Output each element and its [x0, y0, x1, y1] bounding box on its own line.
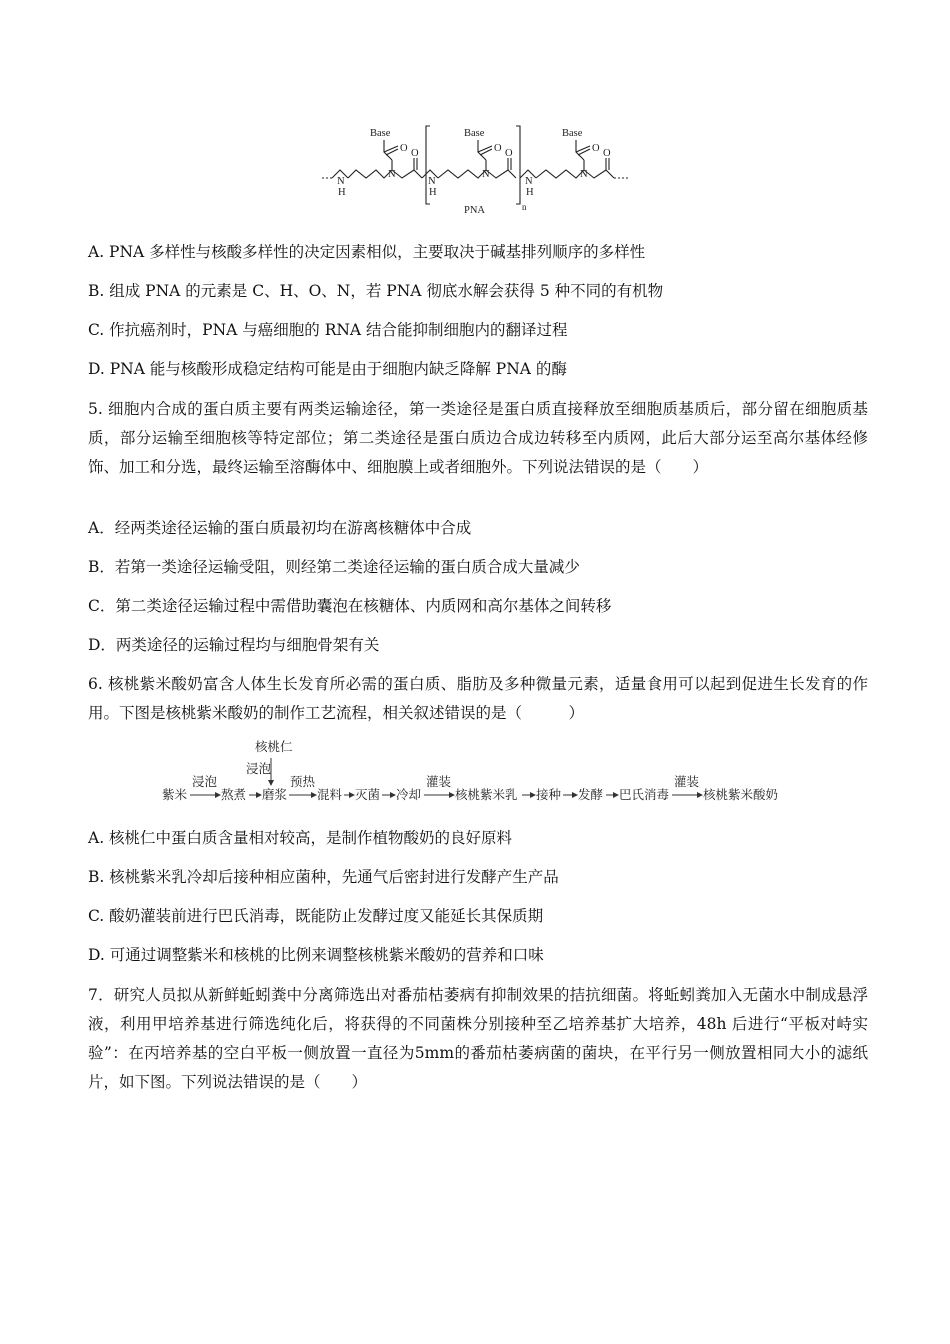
- q5-option-c: C．第二类途径运输过程中需借助囊泡在核糖体、内质网和高尔基体之间转移: [88, 597, 612, 615]
- q7-stem: 7．研究人员拟从新鲜蚯蚓粪中分离筛选出对番茄枯萎病有抑制效果的拮抗细菌。将蚯蚓粪加入无菌水中制成悬浮液，利用甲培养基进行筛选纯化后，将获得的不同菌株分别接种至乙培养基扩大培养，48h 后进行“平板对峙实验”：在丙培养基的空白平板一侧放置一直径为5mm的番茄枯萎病菌的菌块，在平行另一侧放置相同大小的滤纸片，如下图。下列说法错误的是（ ）: [88, 986, 868, 1091]
- base-label-2: Base: [464, 128, 485, 139]
- atom-o-1: O: [400, 143, 408, 154]
- atom-h-5: H: [526, 187, 534, 198]
- atom-o-5: O: [505, 148, 513, 159]
- flow-label-soak: 浸泡: [192, 774, 218, 789]
- q6-option-d: D. 可通过调整紫米和核桃的比例来调整核桃紫米酸奶的营养和口味: [88, 946, 544, 964]
- base-label-1: Base: [370, 128, 391, 139]
- flow-step-grind: 磨浆: [262, 787, 288, 802]
- atom-h-1: H: [338, 187, 346, 198]
- base-label-3: Base: [562, 128, 583, 139]
- atom-n-1: N: [337, 176, 345, 187]
- atom-n-3: N: [428, 176, 436, 187]
- atom-h-3: H: [429, 187, 437, 198]
- flow-step-cool: 冷却: [396, 787, 422, 802]
- q5-stem: 5. 细胞内合成的蛋白质主要有两类运输途径，第一类途径是蛋白质直接释放至细胞质基质后，部分留在细胞质基质，部分运输至细胞核等特定部位；第二类途径是蛋白质边合成边转移至内质网，此后大部分运至高尔基体经修饰、加工和分选，最终运输至溶酶体中、细胞膜上或者细胞外。下列说法错误的是（ ）: [88, 400, 868, 476]
- atom-o-3: O: [592, 143, 600, 154]
- atom-n-6: N: [580, 169, 588, 180]
- repeat-subscript-n: n: [522, 202, 527, 212]
- atom-n-4: N: [482, 169, 490, 180]
- q4-option-d: D. PNA 能与核酸形成稳定结构可能是由于细胞内缺乏降解 PNA 的酶: [88, 360, 567, 378]
- flow-step-boil: 熬煮: [221, 787, 247, 802]
- q4-option-c: C. 作抗癌剂时，PNA 与癌细胞的 RNA 结合能抑制细胞内的翻译过程: [88, 321, 568, 339]
- flow-step-walnut-rice-yogurt: 核桃紫米酸奶: [703, 787, 779, 802]
- flow-step-sterilize: 灭菌: [355, 787, 381, 802]
- atom-n-5: N: [525, 176, 533, 187]
- pna-structure-figure: [318, 118, 648, 220]
- q5-option-a: A．经两类途径运输的蛋白质最初均在游离核糖体中合成: [88, 519, 472, 537]
- flow-label-fill-2: 灌装: [674, 774, 700, 789]
- flow-label-preheat: 预热: [290, 774, 316, 789]
- flow-step-walnut-rice-milk: 核桃紫米乳: [455, 787, 518, 802]
- q5-option-d: D．两类途径的运输过程均与细胞骨架有关: [88, 636, 380, 654]
- atom-o-2: O: [494, 143, 502, 154]
- q6-option-a: A. 核桃仁中蛋白质含量相对较高，是制作植物酸奶的良好原料: [88, 829, 513, 847]
- q5-option-b: B．若第一类途径运输受阻，则经第二类途径运输的蛋白质合成大量减少: [88, 558, 580, 576]
- q6-stem: 6. 核桃紫米酸奶富含人体生长发育所必需的蛋白质、脂肪及多种微量元素，适量食用可以起到促进生长发育的作用。下图是核桃紫米酸奶的制作工艺流程，相关叙述错误的是（ ）: [88, 675, 868, 722]
- flow-label-fill-1: 灌装: [426, 774, 452, 789]
- flow-step-mix: 混料: [317, 787, 343, 802]
- q4-option-a: A. PNA 多样性与核酸多样性的决定因素相似，主要取决于碱基排列顺序的多样性: [88, 243, 646, 261]
- q4-option-b: B. 组成 PNA 的元素是 C、H、O、N，若 PNA 彻底水解会获得 5 种不同的有机物: [88, 282, 664, 300]
- atom-n-2: N: [388, 169, 396, 180]
- q6-option-b: B. 核桃紫米乳冷却后接种相应菌种，先通气后密封进行发酵产生产品: [88, 868, 559, 886]
- atom-o-6: O: [603, 148, 611, 159]
- flow-top-ingredient: 核桃仁: [255, 739, 293, 754]
- flow-step-ferment: 发酵: [578, 787, 604, 802]
- yogurt-process-flow: [158, 736, 798, 812]
- flow-step-purple-rice: 紫米: [162, 787, 188, 802]
- flow-step-inoculate: 接种: [536, 787, 562, 802]
- flow-top-process: 浸泡: [246, 761, 272, 776]
- atom-o-4: O: [411, 148, 419, 159]
- pna-caption: PNA: [464, 205, 486, 216]
- q6-option-c: C. 酸奶灌装前进行巴氏消毒，既能防止发酵过度又能延长其保质期: [88, 907, 544, 925]
- flow-step-pasteurize: 巴氏消毒: [619, 787, 670, 802]
